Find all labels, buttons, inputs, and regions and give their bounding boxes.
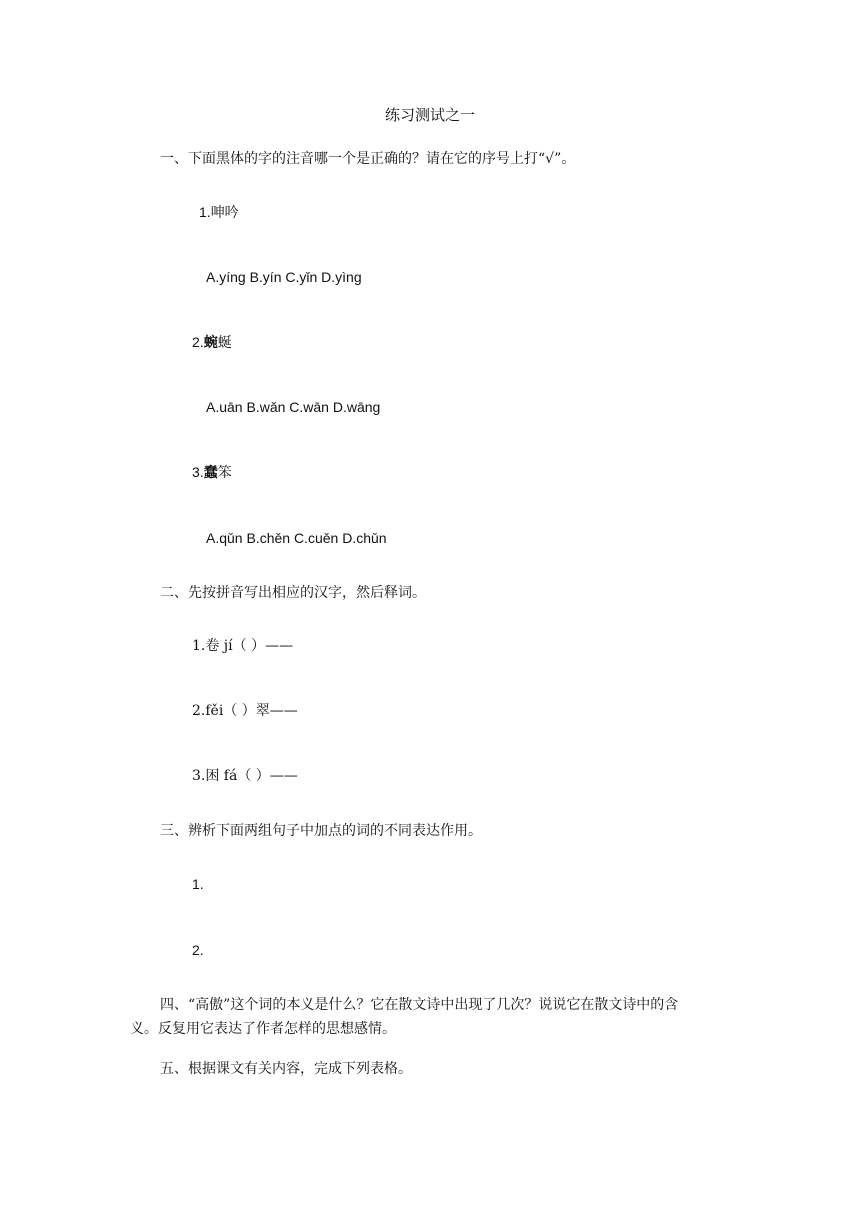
- s1-item-1-word: 呻吟: [210, 205, 239, 221]
- s2-item-1: 1.卷 jí（ ）——: [192, 638, 294, 654]
- s2-item-2: 2.fěi（ ）翠——: [192, 703, 298, 719]
- s1-item-3-options: A.qǔn B.chěn C.cuěn D.chǔn: [206, 530, 387, 546]
- s1-item-1-num: 1.: [199, 204, 211, 220]
- section4-line2: 义。反复用它表达了作者怎样的思想感情。: [130, 1021, 396, 1037]
- s1-item-3: [192, 462, 232, 483]
- s3-item-1: 1.: [192, 876, 204, 892]
- section4-line1: 四、“高傲”这个词的本义是什么？它在散文诗中出现了几次？说说它在散文诗中的含: [160, 997, 679, 1013]
- section5-heading: 五、根据课文有关内容，完成下列表格。: [160, 1061, 412, 1077]
- s1-item-2-num: 2.: [192, 334, 204, 350]
- s1-item-3-word: 笨: [217, 465, 232, 481]
- section2-heading: 二、先按拼音写出相应的汉字，然后释词。: [160, 585, 426, 601]
- s1-item-1: [199, 202, 239, 223]
- s1-item-1-options: A.yíng B.yín C.yǐn D.yìng: [206, 269, 362, 285]
- s1-item-3-num: 3.: [192, 464, 204, 480]
- page-title: 练习测试之一: [384, 106, 475, 124]
- section1-heading: 一、下面黑体的字的注音哪一个是正确的？请在它的序号上打“√”。: [160, 151, 576, 167]
- s1-item-2: [192, 332, 232, 353]
- s1-item-3-bold: 蠢: [203, 465, 218, 481]
- s1-item-2-word: 蜒: [217, 335, 232, 351]
- section3-heading: 三、辨析下面两组句子中加点的词的不同表达作用。: [160, 823, 482, 839]
- s1-item-2-options: A.uān B.wǎn C.wān D.wāng: [206, 399, 381, 415]
- s1-item-2-bold: 蜿: [203, 335, 218, 351]
- s3-item-2: 2.: [192, 942, 204, 958]
- s2-item-3: 3.困 fá（ ）——: [192, 768, 298, 784]
